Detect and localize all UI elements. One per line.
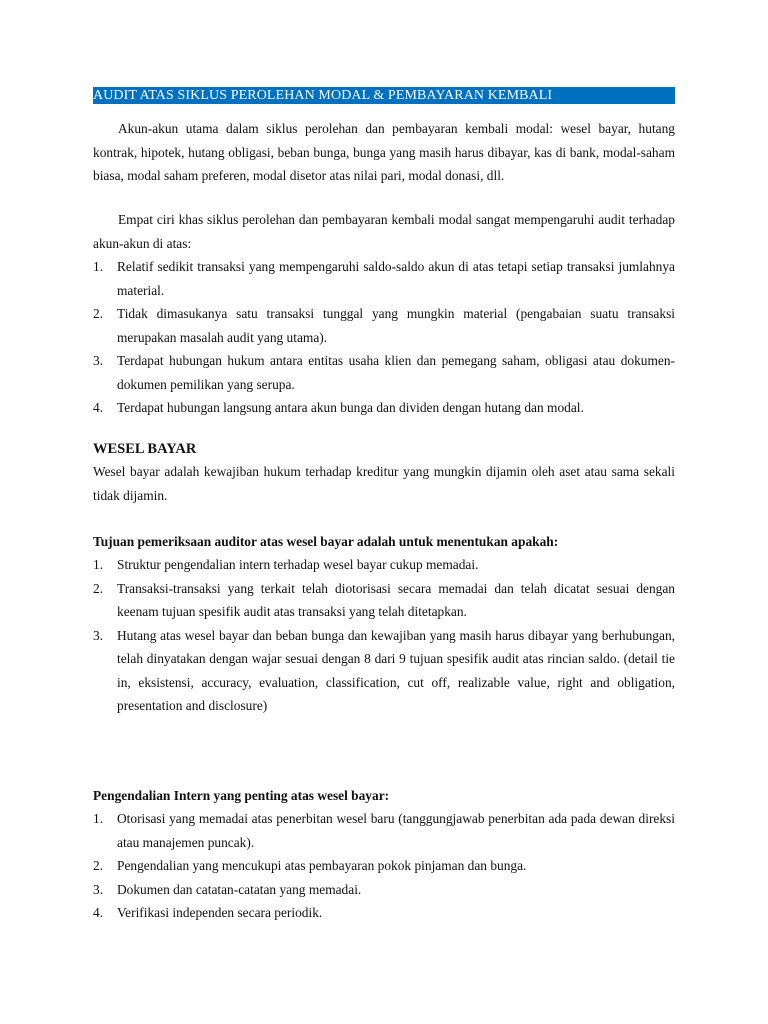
controls-heading: Pengendalian Intern yang penting atas wesel bayar: [93, 788, 390, 803]
list-text: Struktur pengendalian intern terhadap wesel bayar cukup memadai. [117, 557, 479, 572]
controls-list [93, 807, 675, 925]
wesel-definition: Wesel bayar adalah kewajiban hukum terhadap kreditur yang mungkin dijamin oleh aset atau sama sekali tidak dijamin. [93, 464, 675, 503]
list-item [93, 577, 675, 624]
list-number: 1. [93, 259, 104, 274]
wesel-heading: WESEL BAYAR [93, 441, 197, 457]
list-text: Transaksi-transaksi yang terkait telah diotorisasi secara memadai dan telah dicatat sesuai dengan keenam tujuan spesifik audit atas transaksi yang telah ditetapkan. [117, 580, 675, 619]
document-title: AUDIT ATAS SIKLUS PEROLEHAN MODAL & PEMBAYARAN KEMBALI [93, 87, 675, 104]
intro-paragraph-1: Akun-akun utama dalam siklus perolehan dan pembayaran kembali modal: wesel bayar, hutang kontrak, hipotek, hutang obligasi, beban bunga, bunga yang masih harus dibayar, kas di bank, modal-saham biasa, modal saham preferen, modal disetor atas nilai pari, modal donasi, dll. [93, 121, 675, 183]
list-number: 4. [93, 400, 104, 415]
list-number: 3. [93, 881, 104, 897]
list-item [93, 553, 675, 577]
list-number: 3. [93, 627, 104, 643]
list-text: Pengendalian yang mencukupi atas pembayaran pokok pinjaman dan bunga. [117, 858, 527, 873]
list-item [93, 255, 675, 302]
list-number: 3. [93, 353, 104, 368]
list-number: 2. [93, 580, 104, 596]
list-number: 4. [93, 905, 104, 920]
list-text: Dokumen dan catatan-catatan yang memadai. [117, 881, 362, 897]
list-text: Tidak dimasukanya satu transaksi tunggal yang mungkin material (pengabaian suatu transaksi merupakan masalah audit yang utama). [117, 306, 675, 345]
list-item [93, 901, 675, 925]
list-number: 2. [93, 306, 104, 321]
list-text: Terdapat hubungan hukum antara entitas usaha klien dan pemegang saham, obligasi atau dokumen-dokumen pemilikan yang serupa. [117, 353, 675, 392]
list-text: Hutang atas wesel bayar dan beban bunga dan kewajiban yang masih harus dibayar yang berhubungan, telah dinyatakan dengan wajar sesuai dengan 8 dari 9 tujuan spesifik audit atas rincian saldo. (detail tie in, eksistensi, accuracy, evaluation, classification, cut off, realizable value, right and obligation, presentation and disclosure) [117, 627, 675, 713]
intro-paragraph-2: Empat ciri khas siklus perolehan dan pembayaran kembali modal sangat mempengaruhi audit terhadap akun-akun di atas: [93, 212, 675, 251]
list-number: 2. [93, 858, 104, 873]
list-number: 1. [93, 557, 104, 572]
list-item [93, 349, 675, 396]
characteristics-list [93, 255, 675, 420]
list-item [93, 302, 675, 349]
list-text: Verifikasi independen secara periodik. [117, 905, 323, 920]
list-text: Relatif sedikit transaksi yang mempengaruhi saldo-saldo akun di atas tetapi setiap transaksi jumlahnya material. [117, 259, 675, 298]
objectives-heading: Tujuan pemeriksaan auditor atas wesel bayar adalah untuk menentukan apakah: [93, 534, 559, 549]
list-number: 1. [93, 811, 104, 826]
list-item [93, 878, 675, 902]
list-text: Otorisasi yang memadai atas penerbitan wesel baru (tanggungjawab penerbitan ada pada dewan direksi atau manajemen puncak). [117, 811, 675, 850]
list-item [93, 396, 675, 420]
list-item [93, 807, 675, 854]
list-item [93, 854, 675, 878]
list-text: Terdapat hubungan langsung antara akun bunga dan dividen dengan hutang dan modal. [117, 400, 584, 415]
objectives-list [93, 553, 675, 718]
list-item [93, 624, 675, 718]
